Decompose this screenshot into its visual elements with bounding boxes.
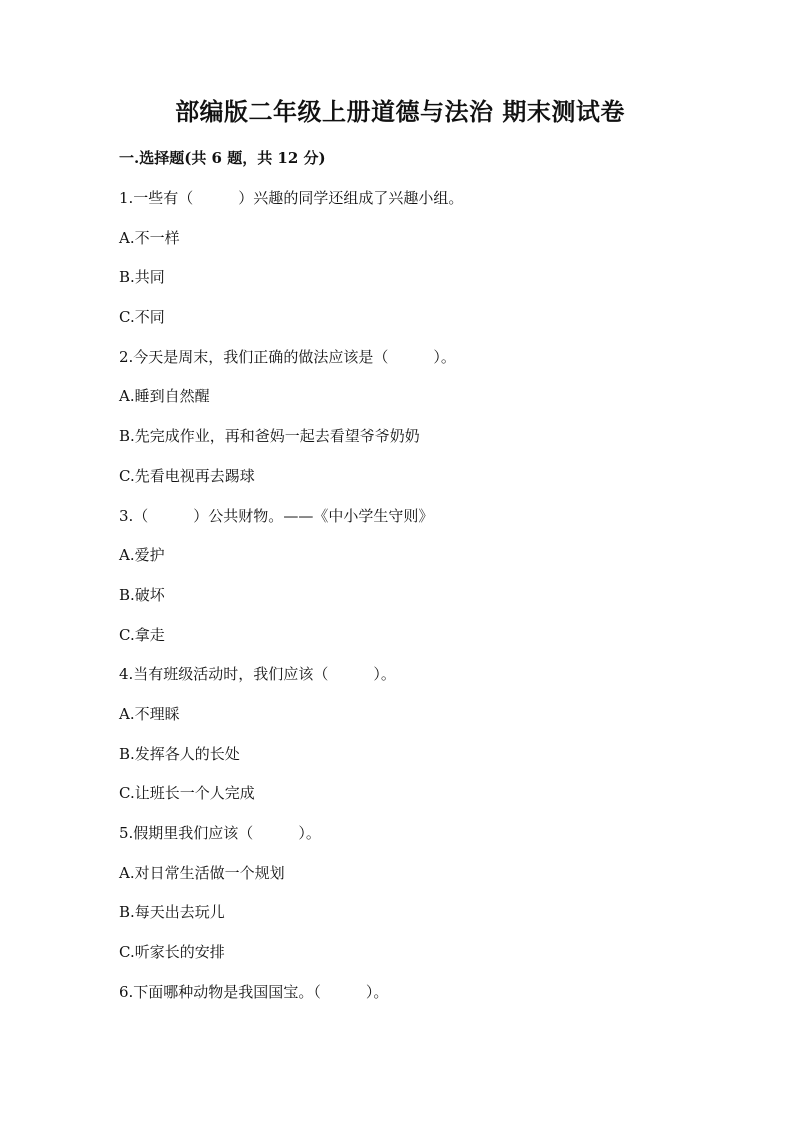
question-4-option-c: C.让班长一个人完成 [119,784,255,803]
question-list [119,184,719,1017]
question-4-option-b: B.发挥各人的长处 [119,744,240,763]
question-5-stem: 5.假期里我们应该（ ）。 [119,824,321,842]
question-5-option-a: A.对日常生活做一个规划 [119,863,285,882]
question-1-stem: 1.一些有（ ）兴趣的同学还组成了兴趣小组。 [119,189,464,207]
question-4-option-a: A.不理睬 [119,704,180,723]
question-4-stem: 4.当有班级活动时，我们应该（ ）。 [119,665,396,684]
question-2-option-a: A.睡到自然醒 [119,387,210,406]
question-1-option-b: B.共同 [119,268,165,287]
question-2-stem: 2.今天是周末，我们正确的做法应该是（ ）。 [119,347,456,366]
question-2-option-b: B.先完成作业，再和爸妈一起去看望爷爷奶奶 [119,427,420,446]
question-3-option-c: C.拿走 [119,625,165,644]
section-heading: 一.选择题(共 6 题，共 12 分) [119,149,326,167]
question-1-option-a: A.不一样 [119,228,180,247]
question-5-option-c: C.听家长的安排 [119,943,225,962]
question-2-option-c: C.先看电视再去踢球 [119,466,255,485]
question-5-option-b: B.每天出去玩儿 [119,903,225,922]
question-1-option-c: C.不同 [119,308,165,327]
question-3-stem: 3.（ ）公共财物。——《中小学生守则》 [119,506,434,525]
question-6-stem: 6.下面哪种动物是我国国宝。（ ）。 [119,982,389,1001]
question-3-option-a: A.爱护 [119,546,165,565]
question-3-option-b: B.破坏 [119,585,165,604]
page-title: 部编版二年级上册道德与法治 期末测试卷 [175,97,625,126]
